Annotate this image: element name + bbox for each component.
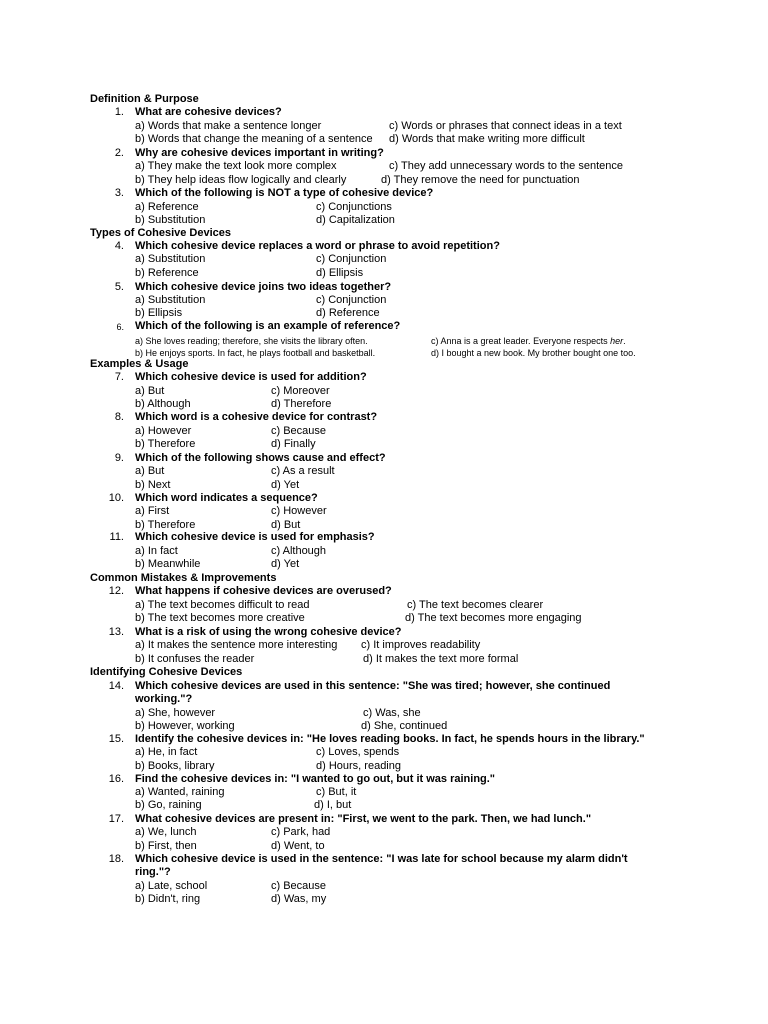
question-text: Which cohesive device replaces a word or phrase to avoid repetition?: [135, 240, 500, 252]
option-c: c) Park, had: [271, 826, 331, 838]
option-a: a) He, in fact: [135, 746, 198, 758]
option-d: d) Was, my: [271, 893, 327, 905]
section-heading-types: Types of Cohesive Devices: [90, 227, 232, 239]
option-b: b) Didn't, ring: [135, 893, 201, 905]
option-d: d) Hours, reading: [316, 760, 401, 772]
option-b: b) Meanwhile: [135, 558, 201, 570]
question-number: 17.: [108, 813, 124, 825]
option-d: d) Capitalization: [316, 214, 395, 226]
option-d: d) Words that make writing more difficult: [389, 133, 585, 145]
option-a: a) But: [135, 385, 165, 397]
question-number: 10.: [108, 492, 124, 504]
question-number: 3.: [114, 187, 124, 199]
option-a: a) Substitution: [135, 294, 206, 306]
option-a: a) The text becomes difficult to read: [135, 599, 310, 611]
option-b: b) Words that change the meaning of a sentence: [135, 133, 373, 145]
option-c: c) The text becomes clearer: [407, 599, 544, 611]
option-b: b) However, working: [135, 720, 235, 732]
option-c: c) Was, she: [363, 707, 421, 719]
question-text: Which cohesive device is used for addition?: [135, 371, 367, 383]
option-d: d) They remove the need for punctuation: [381, 174, 580, 186]
question-number: 4.: [114, 240, 124, 252]
option-d: d) I bought a new book. My brother bought one too.: [431, 348, 636, 358]
question-number: 7.: [114, 371, 124, 383]
option-b: b) Reference: [135, 267, 199, 279]
option-c: c) Words or phrases that connect ideas in a text: [389, 120, 622, 132]
option-c: c) Moreover: [271, 385, 330, 397]
question-text: What happens if cohesive devices are overused?: [135, 585, 392, 597]
question-text: Which cohesive device is used for emphasis?: [135, 531, 375, 543]
option-d: d) The text becomes more engaging: [405, 612, 582, 624]
option-c: c) Loves, spends: [316, 746, 400, 758]
option-d: d) Therefore: [271, 398, 332, 410]
question-text: Which word indicates a sequence?: [135, 492, 318, 504]
option-a: a) But: [135, 465, 165, 477]
option-d: d) I, but: [314, 799, 352, 811]
option-c: c) As a result: [271, 465, 335, 477]
question-number: 12.: [108, 585, 124, 597]
option-c: c) Because: [271, 425, 327, 437]
section-heading-examples: Examples & Usage: [90, 358, 189, 370]
option-b: b) It confuses the reader: [135, 653, 255, 665]
question-text: What is a risk of using the wrong cohesive device?: [135, 626, 402, 638]
question-number: 2.: [114, 147, 124, 159]
question-number: 14.: [108, 680, 124, 692]
option-a: a) Substitution: [135, 253, 206, 265]
option-d: d) Yet: [271, 558, 300, 570]
option-d: d) Yet: [271, 479, 300, 491]
question-text: Identify the cohesive devices in: "He loves reading books. In fact, he spends hours in the library.": [135, 733, 645, 745]
option-c: c) They add unnecessary words to the sentence: [389, 160, 623, 172]
question-text: What cohesive devices are present in: "First, we went to the park. Then, we had lunch.": [135, 813, 592, 825]
option-a: a) She, however: [135, 707, 216, 719]
section-heading-identifying: Identifying Cohesive Devices: [90, 666, 243, 678]
option-b: b) Books, library: [135, 760, 215, 772]
question-text: What are cohesive devices?: [135, 106, 282, 118]
option-d: d) Reference: [316, 307, 380, 319]
question-text: Why are cohesive devices important in writing?: [135, 147, 384, 159]
question-text: Which cohesive device joins two ideas together?: [135, 281, 392, 293]
option-c: c) Conjunction: [316, 253, 387, 265]
option-d: d) It makes the text more formal: [363, 653, 519, 665]
option-c: c) But, it: [316, 786, 357, 798]
option-a: a) First: [135, 505, 170, 517]
option-d: d) But: [271, 519, 301, 531]
section-heading-mistakes: Common Mistakes & Improvements: [90, 572, 277, 584]
option-b: b) Therefore: [135, 519, 196, 531]
option-c: c) Although: [271, 545, 327, 557]
question-text: Which of the following shows cause and effect?: [135, 452, 386, 464]
option-a: a) It makes the sentence more interesting: [135, 639, 338, 651]
question-number: 15.: [108, 733, 124, 745]
option-b: b) First, then: [135, 840, 197, 852]
section-heading-definition: Definition & Purpose: [90, 93, 199, 105]
option-d: d) Went, to: [271, 840, 325, 852]
question-text: Which cohesive devices are used in this sentence: "She was tired; however, she continued working."?: [135, 680, 611, 705]
option-c: c) It improves readability: [361, 639, 481, 651]
option-b: b) Go, raining: [135, 799, 202, 811]
option-c: c) Conjunctions: [316, 201, 392, 213]
question-text: Which word is a cohesive device for contrast?: [135, 411, 378, 423]
option-a: a) However: [135, 425, 192, 437]
option-b: b) Therefore: [135, 438, 196, 450]
question-number: 18.: [108, 853, 124, 865]
option-d: d) Ellipsis: [316, 267, 364, 279]
option-a: a) Reference: [135, 201, 199, 213]
option-b: b) Next: [135, 479, 171, 491]
option-a: a) Late, school: [135, 880, 208, 892]
option-b: b) Ellipsis: [135, 307, 183, 319]
option-a: a) They make the text look more complex: [135, 160, 337, 172]
question-number: 5.: [114, 281, 124, 293]
question-text: Which of the following is an example of reference?: [135, 320, 401, 332]
option-d: d) Finally: [271, 438, 316, 450]
option-b: b) They help ideas flow logically and clearly: [135, 174, 347, 186]
question-text: Which cohesive device is used in the sentence: "I was late for school because my alarm didn't ring."?: [135, 853, 628, 878]
option-a: a) We, lunch: [135, 826, 197, 838]
option-b: b) He enjoys sports. In fact, he plays football and basketball.: [135, 348, 376, 358]
question-number: 13.: [108, 626, 124, 638]
question-text: Which of the following is NOT a type of cohesive device?: [135, 187, 434, 199]
question-number: 16.: [108, 773, 124, 785]
question-number: 1.: [114, 106, 124, 118]
option-c: c) Because: [271, 880, 327, 892]
option-a: a) In fact: [135, 545, 178, 557]
question-number: 8.: [114, 411, 124, 423]
option-b: b) Substitution: [135, 214, 206, 226]
option-a: a) Wanted, raining: [135, 786, 225, 798]
question-number: 6.: [116, 322, 124, 332]
option-c: c) However: [271, 505, 327, 517]
option-c: c) Conjunction: [316, 294, 387, 306]
option-b: b) Although: [135, 398, 191, 410]
option-a: a) Words that make a sentence longer: [135, 120, 322, 132]
option-c: c) Anna is a great leader. Everyone respects her.: [431, 336, 626, 346]
option-b: b) The text becomes more creative: [135, 612, 305, 624]
option-a: a) She loves reading; therefore, she visits the library often.: [135, 336, 368, 346]
question-number: 9.: [114, 452, 124, 464]
option-d: d) She, continued: [361, 720, 448, 732]
question-number: 11.: [109, 531, 124, 543]
question-text: Find the cohesive devices in: "I wanted to go out, but it was raining.": [135, 773, 496, 785]
